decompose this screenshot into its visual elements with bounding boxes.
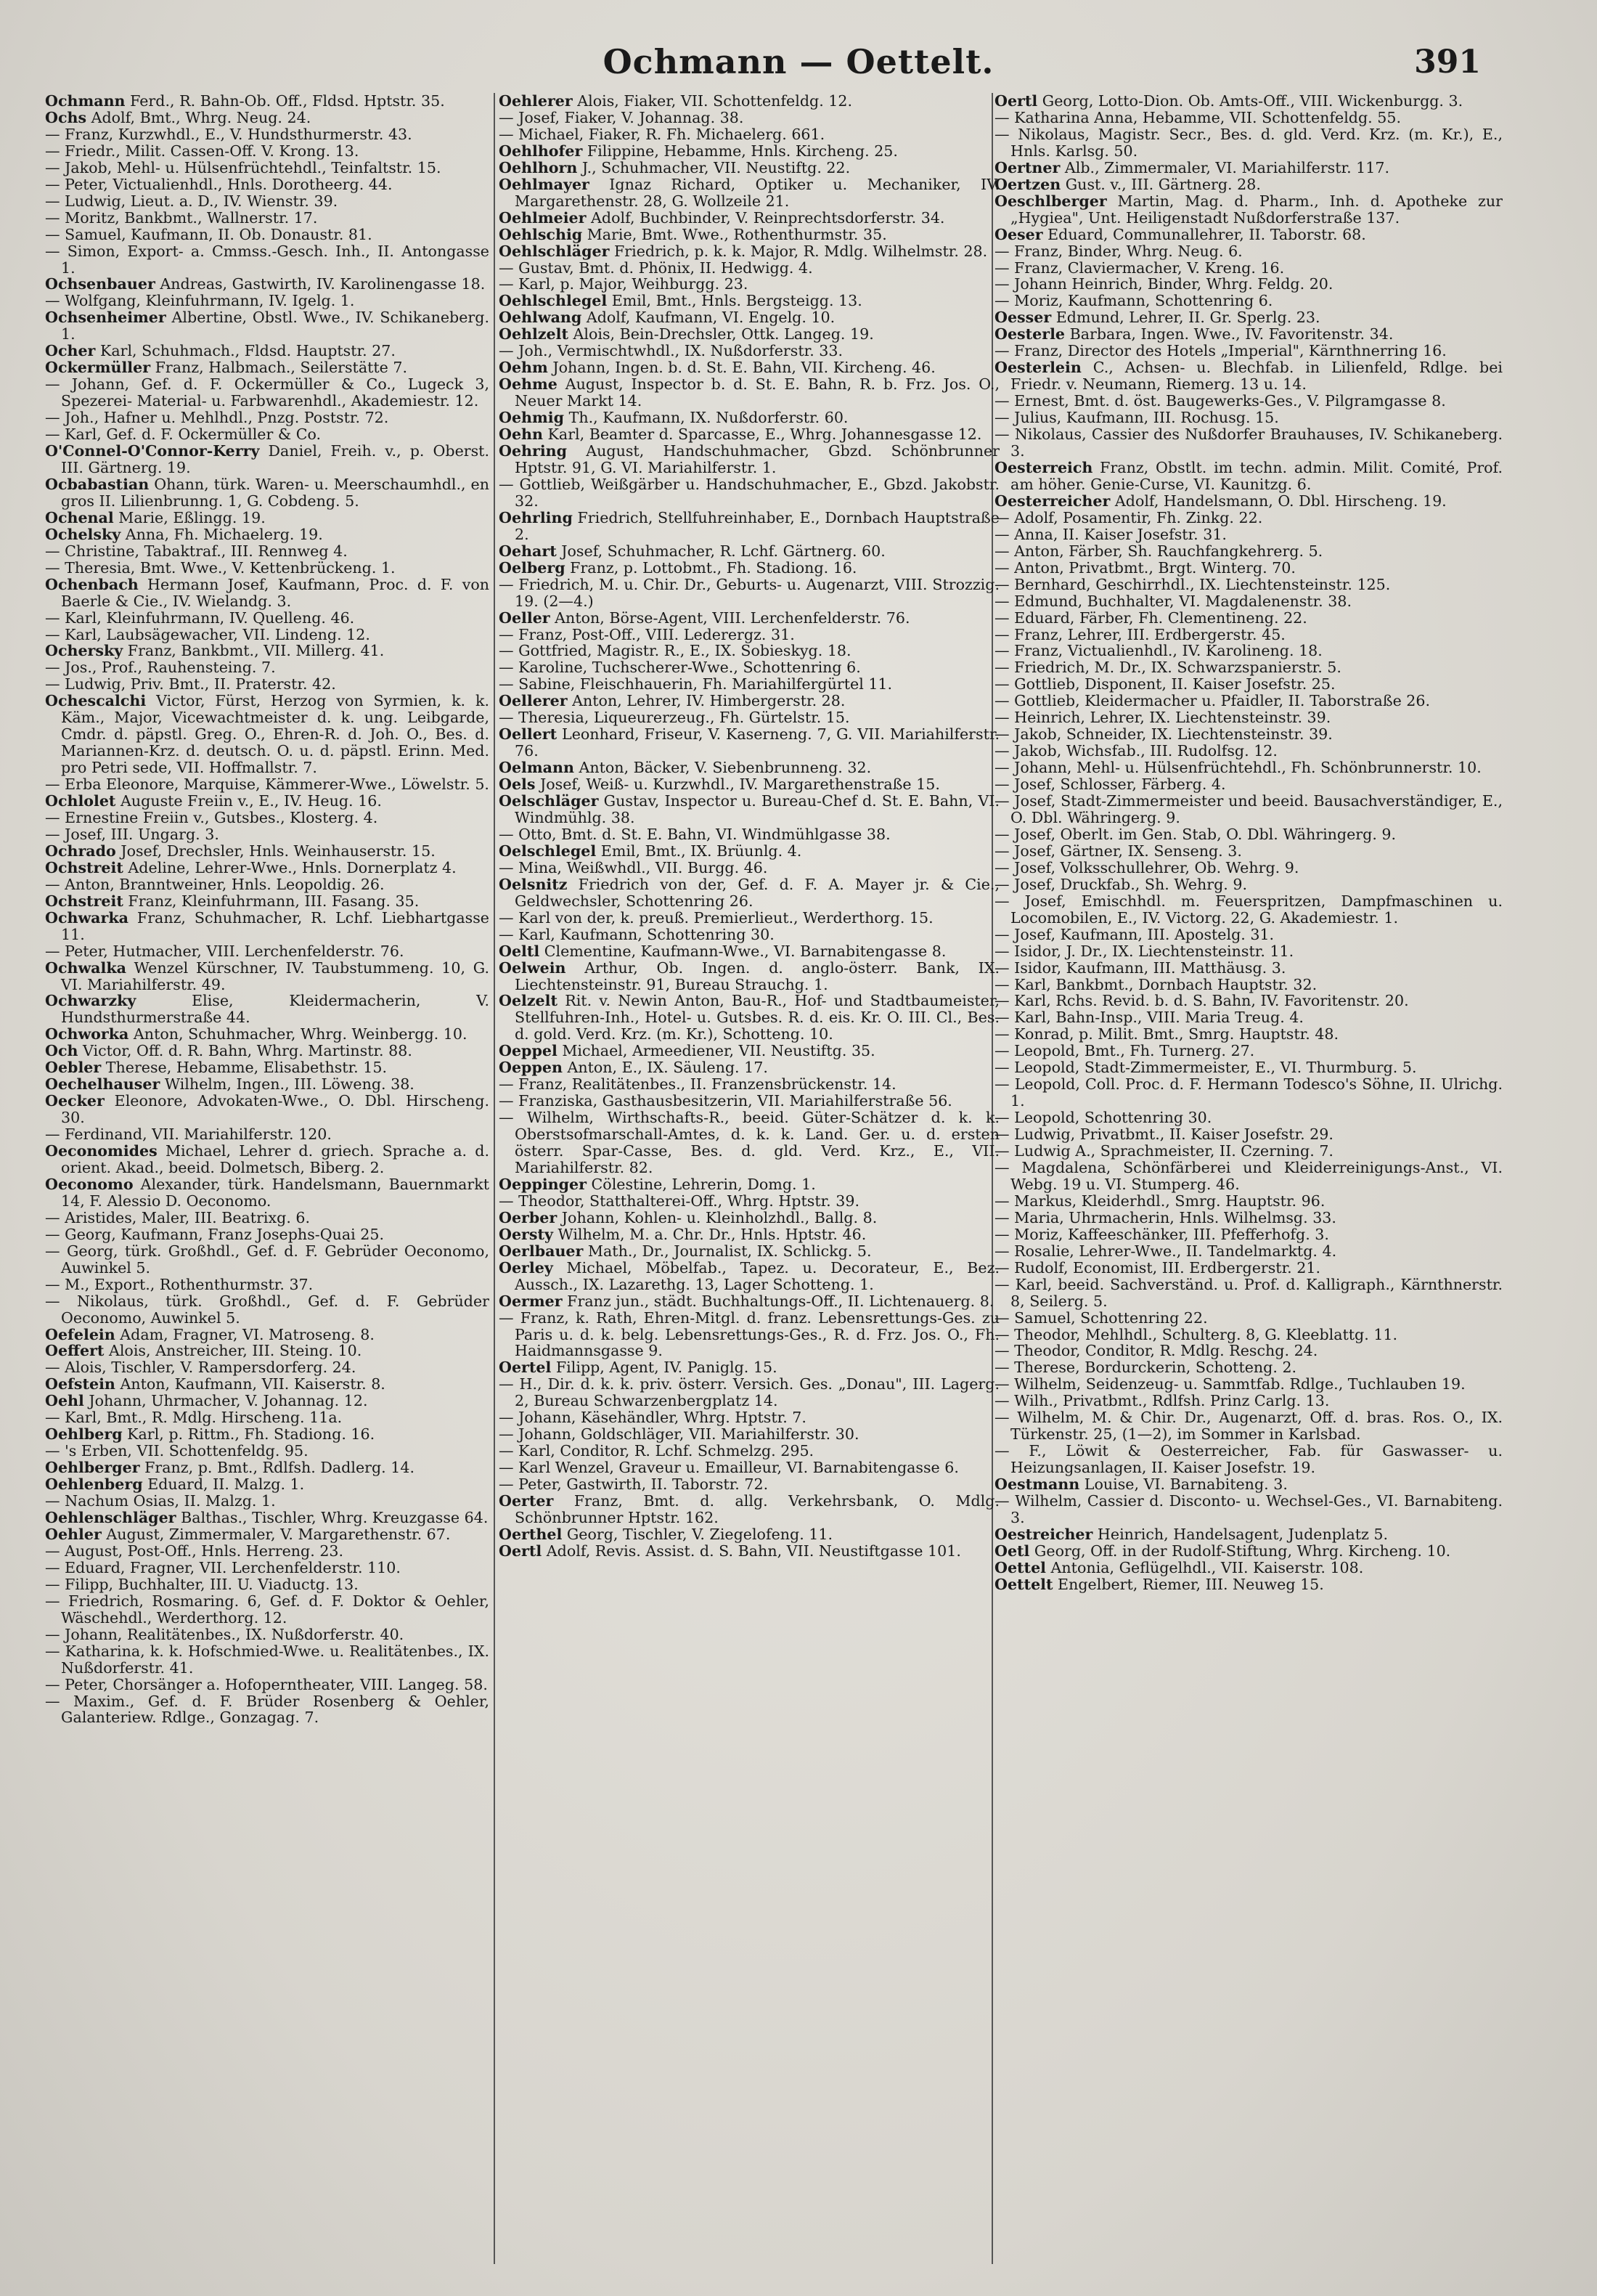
directory-entry: Oermer Franz jun., städt. Buchhaltungs-Off., II. Lichtenauerg. 8. [499,1292,994,1310]
directory-entry: — Karl, Bahn-Insp., VIII. Maria Treug. 4. [994,1009,1304,1027]
directory-entry: Oehlenschläger Balthas., Tischler, Whrg. Kreuzgasse 64. [45,1509,489,1527]
directory-entry: Oellert Leonhard, Friseur, V. Kaserneng. 7, G. VII. Mariahilferstr. 76. [499,725,1000,760]
directory-entry: Ochenbach Hermann Josef, Kaufmann, Proc. d. F. von Baerle & Cie., IV. Wielandg. 3. [45,575,489,610]
column-3 [994,93,1503,2264]
directory-entry: Ochelsky Anna, Fh. Michaelerg. 19. [45,525,323,543]
directory-entry: Oefstein Anton, Kaufmann, VII. Kaiserstr. 8. [45,1375,385,1393]
directory-entry: Oehl Johann, Uhrmacher, V. Johannag. 12. [45,1392,368,1410]
directory-entry: Oerthel Georg, Tischler, V. Ziegelofeng. 11. [499,1525,833,1543]
directory-entry: — Mina, Weißwhdl., VII. Burgg. 46. [499,858,768,876]
directory-entry: — Peter, Victualienhdl., Hnls. Dorotheerg. 44. [45,175,393,193]
directory-entry: — Karl, Bmt., R. Mdlg. Hirscheng. 11a. [45,1409,343,1427]
directory-entry: — Bernhard, Geschirrhdl., IX. Liechtensteinstr. 125. [994,575,1391,593]
directory-entry: Ochersky Franz, Bankbmt., VII. Millerg. 41. [45,642,385,660]
directory-entry: — Karl von der, k. preuß. Premierlieut., Werderthorg. 15. [499,908,934,927]
directory-entry: Oelzelt Rit. v. Newin Anton, Bau-R., Hof- und Stadtbaumeister, Stellfuhren-Inh., Hotel- u. Gutsbes. R. d. eis. Kr. O. III. Cl., Bes. d. gold. Verd. Krz. (m. Kr.), Schotteng. 10. [499,992,1000,1043]
directory-entry: — Ludwig, Priv. Bmt., II. Praterstr. 42. [45,675,336,693]
directory-entry: Oebler Therese, Hebamme, Elisabethstr. 15. [45,1059,388,1077]
directory-entry: Oelberg Franz, p. Lottobmt., Fh. Stadiong. 16. [499,558,857,577]
directory-entry: — Gottlieb, Kleidermacher u. Pfaidler, II. Taborstraße 26. [994,692,1431,710]
directory-entry: — Theresia, Liqueurerzeug., Fh. Gürtelstr. 15. [499,709,850,727]
directory-entry: — Josef, Druckfab., Sh. Wehrg. 9. [994,875,1248,893]
directory-entry: — Joh., Hafner u. Mehlhdl., Pnzg. Poststr. 72. [45,409,389,427]
directory-entry: Oehlschläger Friedrich, p. k. k. Major, R. Mdlg. Wilhelmstr. 28. [499,242,988,260]
directory-entry: — Friedrich, M. u. Chir. Dr., Geburts- u. Augenarzt, VIII. Strozzig. 19. (2—4.) [499,575,1000,610]
directory-entry: — Isidor, J. Dr., IX. Liechtensteinstr. 11. [994,942,1294,960]
directory-entry: — Erba Eleonore, Marquise, Kämmerer-Wwe., Löwelstr. 5. [45,775,489,794]
directory-entry: — Maxim., Gef. d. F. Brüder Rosenberg & Oehler, Galanteriew. Rdlge., Gonzagag. 7. [45,1692,489,1727]
directory-entry: — 's Erben, VII. Schottenfeldg. 95. [45,1442,309,1460]
directory-entry: Oehlwang Adolf, Kaufmann, VI. Engelg. 10. [499,309,836,327]
directory-entry: — Jakob, Schneider, IX. Liechtensteinstr. 39. [994,725,1333,744]
directory-entry: — Julius, Kaufmann, III. Rochusg. 15. [994,409,1279,427]
directory-entry: Oehart Josef, Schuhmacher, R. Lchf. Gärtnerg. 60. [499,542,886,560]
directory-entry: Oehn Karl, Beamter d. Sparcasse, E., Whrg. Johannesgasse 12. [499,426,982,444]
directory-entry: Oeller Anton, Börse-Agent, VIII. Lerchenfelderstr. 76. [499,608,910,627]
directory-entry: — Alois, Tischler, V. Rampersdorferg. 24. [45,1359,356,1377]
directory-entry: Oehlberger Franz, p. Bmt., Rdlfsh. Dadlerg. 14. [45,1459,414,1477]
directory-entry: — Ernest, Bmt. d. öst. Baugewerks-Ges., V. Pilgramgasse 8. [994,392,1446,410]
directory-entry: — H., Dir. d. k. k. priv. österr. Versich. Ges. „Donau", III. Lagerg. 2, Bureau Schwarzenbergplatz 14. [499,1375,1000,1410]
directory-entry: Oeffert Alois, Anstreicher, III. Steing. 10. [45,1342,362,1360]
directory-entry: — Johann, Realitätenbes., IX. Nußdorferstr. 40. [45,1625,404,1643]
directory-entry: O'Connel-O'Connor-Kerry Daniel, Freih. v., p. Oberst. III. Gärtnerg. 19. [45,442,489,476]
directory-entry: Oelsnitz Friedrich von der, Gef. d. F. A. Mayer jr. & Cie., Geldwechsler, Schottenring 26. [499,875,1000,910]
directory-entry: — Samuel, Schottenring 22. [994,1308,1208,1327]
directory-entry: — Theresia, Bmt. Wwe., V. Kettenbrückeng. 1. [45,558,396,577]
directory-entry: — Gottlieb, Weißgärber u. Handschuhmacher, E., Gbzd. Jakobstr. 32. [499,475,1000,510]
directory-entry: Oehlschlegel Emil, Bmt., Hnls. Bergsteigg. 13. [499,292,862,310]
directory-entry: — Otto, Bmt. d. St. E. Bahn, VI. Windmühlgasse 38. [499,825,891,843]
directory-entry: Oertel Filipp, Agent, IV. Paniglg. 15. [499,1359,777,1377]
directory-entry: Och Victor, Off. d. R. Bahn, Whrg. Martinstr. 88. [45,1042,412,1060]
directory-entry: Ochstreit Adeline, Lehrer-Wwe., Hnls. Dornerplatz 4. [45,858,457,876]
directory-entry: — Johann, Käsehändler, Whrg. Hptstr. 7. [499,1409,806,1427]
directory-entry: — Karl, Laubsägewacher, VII. Lindeng. 12. [45,625,370,643]
directory-entry: — Isidor, Kaufmann, III. Matthäusg. 3. [994,958,1286,977]
directory-entry: Ocbabastian Ohann, türk. Waren- u. Meerschaumhdl., en gros II. Lilienbrunng. 1, G. Cobdeng. 5. [45,475,489,510]
directory-entry: — Simon, Export- a. Cmmss.-Gesch. Inh., II. Antongasse 1. [45,242,489,277]
directory-entry: Oelwein Arthur, Ob. Ingen. d. anglo-österr. Bank, IX. Liechtensteinstr. 91, Bureau Strauchg. 1. [499,958,1000,993]
directory-entry: — Josef, Fiaker, V. Johannag. 38. [499,108,744,126]
directory-entry: Oeppinger Cölestine, Lehrerin, Domg. 1. [499,1175,816,1193]
directory-entry: Oechelhauser Wilhelm, Ingen., III. Löweng. 38. [45,1075,414,1094]
directory-entry: — Franz, Kurzwhdl., E., V. Hundsthurmerstr. 43. [45,125,412,143]
directory-entry: Oeconomides Michael, Lehrer d. griech. Sprache a. d. orient. Akad., beeid. Dolmetsch, Biberg. 2. [45,1142,489,1176]
directory-entry: Oehler August, Zimmermaler, V. Margarethenstr. 67. [45,1525,451,1543]
directory-entry: Oeppen Anton, E., IX. Säuleng. 17. [499,1059,768,1077]
directory-entry: Oeschlberger Martin, Mag. d. Pharm., Inh. d. Apotheke zur „Hygiea", Unt. Heiligenstadt Nußdorferstraße 137. [994,192,1503,227]
directory-entry: Ocher Karl, Schuhmach., Fldsd. Hauptstr. 27. [45,342,396,360]
directory-entry: Oehmig Th., Kaufmann, IX. Nußdorferstr. 60. [499,409,849,427]
directory-entry: — Jos., Prof., Rauhensteing. 7. [45,659,276,677]
directory-entry: — Leopold, Stadt-Zimmermeister, E., VI. Thurmburg. 5. [994,1059,1417,1077]
directory-entry: — Ludwig, Privatbmt., II. Kaiser Josefstr. 29. [994,1125,1333,1144]
directory-entry: — Friedr., Milit. Cassen-Off. V. Krong. 13. [45,142,359,160]
column-2 [499,93,1000,2264]
directory-entry: Oehm Johann, Ingen. b. d. St. E. Bahn, VII. Kircheng. 46. [499,359,936,377]
directory-entry: — Michael, Fiaker, R. Fh. Michaelerg. 661. [499,125,825,143]
directory-entry: — Karl, Conditor, R. Lchf. Schmelzg. 295. [499,1442,814,1460]
directory-entry: Oetl Georg, Off. in der Rudolf-Stiftung, Whrg. Kircheng. 10. [994,1542,1451,1560]
directory-entry: Oertner Alb., Zimmermaler, VI. Mariahilferstr. 117. [994,158,1390,176]
directory-entry: Oerber Johann, Kohlen- u. Kleinholzhdl., Ballg. 8. [499,1208,878,1226]
directory-entry: — Georg, türk. Großhdl., Gef. d. F. Gebrüder Oeconomo, Auwinkel 5. [45,1242,489,1277]
directory-entry: — Wilhelm, Seidenzeug- u. Sammtfab. Rdlge., Tuchlauben 19. [994,1375,1466,1393]
directory-entry: — Theodor, Statthalterei-Off., Whrg. Hptstr. 39. [499,1192,860,1210]
directory-entry: — Peter, Chorsänger a. Hofoperntheater, VIII. Langeg. 58. [45,1675,488,1693]
directory-columns [45,93,1504,2264]
directory-entry: — Nikolaus, türk. Großhdl., Gef. d. F. Gebrüder Oeconomo, Auwinkel 5. [45,1292,489,1327]
directory-entry: — Josef, Gärtner, IX. Senseng. 3. [994,842,1242,860]
directory-entry: — Aristides, Maler, III. Beatrixg. 6. [45,1208,311,1226]
directory-entry: — Samuel, Kaufmann, II. Ob. Donaustr. 81. [45,225,372,243]
directory-entry: — Adolf, Posamentir, Fh. Zinkg. 22. [994,508,1263,526]
directory-entry: Oeser Eduard, Communallehrer, II. Taborstr. 68. [994,225,1366,243]
directory-entry: Ochsenbauer Andreas, Gastwirth, IV. Karolinengasse 18. [45,275,486,293]
directory-entry: — Karl, beeid. Sachverständ. u. Prof. d. Kalligraph., Kärnthnerstr. 8, Seilerg. 5. [994,1275,1503,1310]
directory-entry: — Therese, Bordurckerin, Schotteng. 2. [994,1359,1297,1377]
directory-entry: — Wilh., Privatbmt., Rdlfsh. Prinz Carlg. 13. [994,1392,1330,1410]
directory-entry: Oehlmeier Adolf, Buchbinder, V. Reinprechtsdorferstr. 34. [499,208,945,227]
directory-entry: Oertzen Gust. v., III. Gärtnerg. 28. [994,175,1261,193]
directory-entry: — Katharina Anna, Hebamme, VII. Schottenfeldg. 55. [994,108,1401,126]
directory-entry: — Franz, Lehrer, III. Erdbergerstr. 45. [994,625,1286,643]
directory-entry: — Karl, Bankbmt., Dornbach Hauptstr. 32. [994,975,1318,993]
directory-entry: — Sabine, Fleischhauerin, Fh. Mariahilfergürtel 11. [499,675,893,693]
directory-entry: — Anton, Privatbmt., Brgt. Winterg. 70. [994,558,1296,577]
directory-entry: — Gottlieb, Disponent, II. Kaiser Josefstr. 25. [994,675,1336,693]
directory-entry: Ochsenheimer Albertine, Obstl. Wwe., IV. Schikaneberg. 1. [45,309,489,343]
directory-entry: Oellerer Anton, Lehrer, IV. Himbergerstr. 28. [499,692,846,710]
directory-entry: Ochwarka Franz, Schuhmacher, R. Lchf. Liebhartgasse 11. [45,908,489,943]
directory-entry: — Josef, III. Ungarg. 3. [45,825,219,843]
directory-entry: — Karl, Kleinfuhrmann, IV. Quelleng. 46. [45,608,355,627]
directory-entry: — Jakob, Wichsfab., III. Rudolfsg. 12. [994,742,1278,760]
directory-entry: Oertl Georg, Lotto-Dion. Ob. Amts-Off., VIII. Wickenburgg. 3. [994,93,1463,110]
directory-entry: Oeconomo Alexander, türk. Handelsmann, Bauernmarkt 14, F. Alessio D. Oeconomo. [45,1175,489,1210]
directory-entry: Oestmann Louise, VI. Barnabiteng. 3. [994,1475,1288,1494]
directory-entry: Oertl Adolf, Revis. Assist. d. S. Bahn, VII. Neustiftgasse 101. [499,1542,961,1560]
directory-entry: — Ferdinand, VII. Mariahilferstr. 120. [45,1125,332,1144]
directory-entry: Oesterle Barbara, Ingen. Wwe., IV. Favoritenstr. 34. [994,325,1394,343]
directory-entry: — Franz, Director des Hotels „Imperial", Kärnthnerring 16. [994,342,1447,360]
directory-entry: — Ernestine Freiin v., Gutsbes., Klosterg. 4. [45,808,378,826]
directory-entry: Oehme August, Inspector b. d. St. E. Bahn, R. b. Frz. Jos. O., Neuer Markt 14. [499,375,1000,410]
directory-entry: — Joh., Vermischtwhdl., IX. Nußdorferstr. 33. [499,342,844,360]
directory-entry: Oehlzelt Alois, Bein-Drechsler, Ottk. Langeg. 19. [499,325,874,343]
running-head: Ochmann — Oettelt. [603,42,994,81]
directory-entry: — Franz, Post-Off., VIII. Lederergz. 31. [499,625,795,643]
directory-entry: Oeppel Michael, Armeediener, VII. Neustiftg. 35. [499,1042,875,1060]
page-header [0,42,1597,86]
directory-entry: Oehlmayer Ignaz Richard, Optiker u. Mechaniker, IV. Margarethenstr. 28, G. Wollzeile 21. [499,175,1000,210]
directory-entry: — Karl, p. Major, Weihburgg. 23. [499,275,748,293]
directory-entry: — Wolfgang, Kleinfuhrmann, IV. Igelg. 1. [45,292,355,310]
directory-entry: — Anton, Branntweiner, Hnls. Leopoldig. 26. [45,875,385,893]
directory-entry: — Johann, Goldschläger, VII. Mariahilferstr. 30. [499,1425,859,1444]
directory-entry: Oesterreicher Adolf, Handelsmann, O. Dbl. Hirscheng. 19. [994,492,1447,510]
directory-entry: — Rudolf, Economist, III. Erdbergerstr. 21. [994,1258,1320,1277]
directory-entry: — Theodor, Conditor, R. Mdlg. Reschg. 24. [994,1342,1318,1360]
directory-entry: — Friedrich, M. Dr., IX. Schwarzspanierstr. 5. [994,659,1341,677]
directory-entry: — Karl Wenzel, Graveur u. Emailleur, VI. Barnabitengasse 6. [499,1459,959,1477]
directory-entry: — Leopold, Schottenring 30. [994,1109,1212,1127]
directory-entry: — Moritz, Bankbmt., Wallnerstr. 17. [45,208,318,227]
directory-entry: Oestreicher Heinrich, Handelsagent, Judenplatz 5. [994,1525,1389,1543]
directory-entry: Oesterlein C., Achsen- u. Blechfab. in Lilienfeld, Rdlge. bei Friedr. v. Neumann, Riemerg. 13 u. 14. [994,359,1503,394]
directory-entry: — Christine, Tabaktraf., III. Rennweg 4. [45,542,348,560]
directory-entry: Oecker Eleonore, Advokaten-Wwe., O. Dbl. Hirscheng. 30. [45,1092,489,1127]
directory-entry: Ochwalka Wenzel Kürschner, IV. Taubstummeng. 10, G. VI. Mariahilferstr. 49. [45,958,489,993]
directory-entry: — Karl, Rchs. Revid. b. d. S. Bahn, IV. Favoritenstr. 20. [994,992,1409,1010]
directory-entry: Oerley Michael, Möbelfab., Tapez. u. Decorateur, E., Bez. Aussch., IX. Lazarethg. 13, Lager Schotteng. 1. [499,1258,1000,1293]
directory-entry: — Josef, Oberlt. im Gen. Stab, O. Dbl. Währingerg. 9. [994,825,1397,843]
directory-entry: — Peter, Gastwirth, II. Taborstr. 72. [499,1475,769,1494]
directory-entry: Oesser Edmund, Lehrer, II. Gr. Sperlg. 23. [994,309,1320,327]
directory-entry: — Magdalena, Schönfärberei und Kleiderreinigungs-Anst., VI. Webg. 19 u. VI. Stumperg. 46. [994,1159,1503,1193]
directory-entry: — Eduard, Färber, Fh. Clementineng. 22. [994,608,1307,627]
directory-entry: — Georg, Kaufmann, Franz Josephs-Quai 25. [45,1225,385,1243]
directory-entry: — Ludwig A., Sprachmeister, II. Czerning. 7. [994,1142,1333,1160]
directory-entry: — Nikolaus, Cassier des Nußdorfer Brauhauses, IV. Schikaneberg. 3. [994,426,1503,460]
directory-entry: Ochlolet Auguste Freiin v., E., IV. Heug. 16. [45,792,382,810]
directory-entry: — Josef, Kaufmann, III. Apostelg. 31. [994,925,1275,943]
directory-entry: Oerter Franz, Bmt. d. allg. Verkehrsbank, O. Mdlg. Schönbrunner Hptstr. 162. [499,1492,1000,1527]
directory-entry: Oelschläger Gustav, Inspector u. Bureau-Chef d. St. E. Bahn, VI. Windmühlg. 38. [499,792,1000,826]
directory-entry: — M., Export., Rothenthurmstr. 37. [45,1275,314,1293]
directory-entry: — Peter, Hutmacher, VIII. Lerchenfelderstr. 76. [45,942,404,960]
directory-entry: — Heinrich, Lehrer, IX. Liechtensteinstr. 39. [994,709,1331,727]
directory-entry: Oehlberg Karl, p. Rittm., Fh. Stadiong. 16. [45,1425,375,1444]
directory-entry: Oehrling Friedrich, Stellfuhreinhaber, E., Dornbach Hauptstraße 2. [499,508,1000,543]
column-1 [45,93,489,2264]
directory-entry: — Wilhelm, M. & Chir. Dr., Augenarzt, Off. d. bras. Ros. O., IX. Türkenstr. 25, (1—2), im Sommer in Karlsbad. [994,1409,1503,1444]
directory-entry: Oettelt Engelbert, Riemer, III. Neuweg 15. [994,1575,1324,1593]
directory-entry: — Edmund, Buchhalter, VI. Magdalenenstr. 38. [994,592,1352,610]
directory-entry: — Wilhelm, Cassier d. Disconto- u. Wechsel-Ges., VI. Barnabiteng. 3. [994,1492,1503,1527]
directory-entry: — Rosalie, Lehrer-Wwe., II. Tandelmarktg. 4. [994,1242,1337,1260]
directory-entry: — Anton, Färber, Sh. Rauchfangkehrerg. 5. [994,542,1323,560]
directory-entry: Oehlenberg Eduard, II. Malzg. 1. [45,1475,305,1494]
directory-entry: — Josef, Volksschullehrer, Ob. Wehrg. 9. [994,858,1299,876]
directory-entry: — Franz, Victualienhdl., IV. Karolineng. 18. [994,642,1323,660]
directory-entry: — F., Löwit & Oesterreicher, Fab. für Gaswasser- u. Heizungsanlagen, II. Kaiser Josefstr. 19. [994,1442,1503,1477]
directory-entry: Oettel Antonia, Geflügelhdl., VII. Kaiserstr. 108. [994,1558,1364,1576]
directory-entry: Ochworka Anton, Schuhmacher, Whrg. Weinbergg. 10. [45,1025,467,1043]
directory-entry: Ochrado Josef, Drechsler, Hnls. Weinhauserstr. 15. [45,842,436,860]
directory-entry: Oehlerer Alois, Fiaker, VII. Schottenfeldg. 12. [499,93,853,110]
directory-entry: Oelmann Anton, Bäcker, V. Siebenbrunneng. 32. [499,759,872,777]
directory-entry: — Maria, Uhrmacherin, Hnls. Wilhelmsg. 33. [994,1208,1336,1226]
directory-entry: Ochs Adolf, Bmt., Whrg. Neug. 24. [45,108,311,126]
directory-entry: — Moriz, Kaffeeschänker, III. Pfefferhofg. 3. [994,1225,1329,1243]
directory-entry: — Moriz, Kaufmann, Schottenring 6. [994,292,1273,310]
directory-entry: — Gottfried, Magistr. R., E., IX. Sobieskyg. 18. [499,642,851,660]
directory-entry: Ockermüller Franz, Halbmach., Seilerstätte 7. [45,359,408,377]
directory-entry: Oehlschig Marie, Bmt. Wwe., Rothenthurmstr. 35. [499,225,887,243]
directory-entry: — Nikolaus, Magistr. Secr., Bes. d. gld. Verd. Krz. (m. Kr.), E., Hnls. Karlsg. 50. [994,125,1503,160]
directory-entry: Ochstreit Franz, Kleinfuhrmann, III. Fasang. 35. [45,892,420,910]
directory-entry: — Filipp, Buchhalter, III. U. Viaductg. 13. [45,1575,359,1593]
directory-entry: — Ludwig, Lieut. a. D., IV. Wienstr. 39. [45,192,338,210]
directory-entry: — Franz, k. Rath, Ehren-Mitgl. d. franz. Lebensrettungs-Ges. zu Paris u. d. k. belg. Lebensrettungs-Ges., R. d. Frz. Jos. O., Fh. Haidmannsgasse 9. [499,1308,1000,1360]
directory-entry: — Gustav, Bmt. d. Phönix, II. Hedwigg. 4. [499,258,813,277]
directory-entry: — Friedrich, Rosmaring. 6, Gef. d. F. Doktor & Oehler, Wäschehdl., Werderthorg. 12. [45,1592,489,1627]
directory-entry: — Johann Heinrich, Binder, Whrg. Feldg. 20. [994,275,1333,293]
directory-entry: — Wilhelm, Wirthschafts-R., beeid. Güter-Schätzer d. k. k. Oberstsofmarschall-Amtes, d. k. k. Land. Ger. u. d. ersten österr. Spar-Casse, Bes. d. gld. Verd. Krz., E., VII. Mariahilferstr. 82. [499,1109,1000,1176]
directory-entry: Oelschlegel Emil, Bmt., IX. Brüunlg. 4. [499,842,802,860]
directory-entry: — Leopold, Coll. Proc. d. F. Hermann Todesco's Söhne, II. Ulrichg. 1. [994,1075,1503,1110]
directory-entry: — Josef, Emischhdl. m. Feuerspritzen, Dampfmaschinen u. Locomobilen, E., IV. Victorg. 22, G. Akademiestr. 1. [994,892,1503,927]
directory-entry: — Anna, II. Kaiser Josefstr. 31. [994,525,1227,543]
directory-entry: Oels Josef, Weiß- u. Kurzwhdl., IV. Margarethenstraße 15. [499,775,940,794]
directory-entry: Oehlhorn J., Schuhmacher, VII. Neustiftg. 22. [499,158,851,176]
directory-entry: Oefelein Adam, Fragner, VI. Matroseng. 8. [45,1325,375,1343]
directory-entry: Oerlbauer Math., Dr., Journalist, IX. Schlickg. 5. [499,1242,872,1260]
directory-entry: — Josef, Stadt-Zimmermeister und beeid. Bausachverständiger, E., O. Dbl. Währingerg. 9. [994,792,1503,826]
directory-entry: Oersty Wilhelm, M. a. Chr. Dr., Hnls. Hptstr. 46. [499,1225,867,1243]
directory-entry: — Johann, Gef. d. F. Ockermüller & Co., Lugeck 3, Spezerei- Material- u. Farbwarenhdl., Akademiestr. 12. [45,375,489,410]
directory-entry: — Jakob, Mehl- u. Hülsenfrüchtehdl., Teinfaltstr. 15. [45,158,441,176]
directory-entry: Oehring August, Handschuhmacher, Gbzd. Schönbrunner Hptstr. 91, G. VI. Mariahilferstr. 1. [499,442,1000,476]
directory-entry: Oeltl Clementine, Kaufmann-Wwe., VI. Barnabitengasse 8. [499,942,947,960]
directory-entry: — Markus, Kleiderhdl., Smrg. Hauptstr. 96. [994,1192,1326,1210]
directory-entry: Oesterreich Franz, Obstlt. im techn. admin. Milit. Comité, Prof. am höher. Genie-Curse, VI. Kaunitzg. 6. [994,458,1503,493]
directory-entry: — Theodor, Mehlhdl., Schulterg. 8, G. Kleeblattg. 11. [994,1325,1398,1343]
directory-entry: Ochenal Marie, Eßlingg. 19. [45,508,266,526]
directory-entry: — Franziska, Gasthausbesitzerin, VII. Mariahilferstraße 56. [499,1092,952,1110]
directory-entry: Ochescalchi Victor, Fürst, Herzog von Syrmien, k. k. Käm., Major, Vicewachtmeister d. k. ung. Leibgarde, Cmdr. d. päpstl. Greg. O., Ehren-R. d. Joh. O., Bes. d. Mariannen-Krz. d. deutsch. O. u. d. päpstl. Erinn. Med. pro Petri sede, VII. Hoffmallstr. 7. [45,692,489,777]
directory-entry: — Leopold, Bmt., Fh. Turnerg. 27. [994,1042,1255,1060]
directory-entry: Ochwarzky Elise, Kleidermacherin, V. Hundsthurmerstraße 44. [45,992,489,1027]
directory-entry: — Josef, Schlosser, Färberg. 4. [994,775,1226,794]
directory-entry: — Johann, Mehl- u. Hülsenfrüchtehdl., Fh. Schönbrunnerstr. 10. [994,759,1482,777]
directory-entry: Ochmann Ferd., R. Bahn-Ob. Off., Fldsd. Hptstr. 35. [45,93,445,110]
directory-entry: — Franz, Realitätenbes., II. Franzensbrückenstr. 14. [499,1075,896,1094]
directory-entry: — Eduard, Fragner, VII. Lerchenfelderstr. 110. [45,1558,401,1576]
directory-entry: — Konrad, p. Milit. Bmt., Smrg. Hauptstr. 48. [994,1025,1339,1043]
directory-entry: — Karl, Kaufmann, Schottenring 30. [499,925,775,943]
directory-entry: Oehlhofer Filippine, Hebamme, Hnls. Kircheng. 25. [499,142,898,160]
directory-entry: — Katharina, k. k. Hofschmied-Wwe. u. Realitätenbes., IX. Nußdorferstr. 41. [45,1642,489,1677]
directory-entry: — Franz, Binder, Whrg. Neug. 6. [994,242,1243,260]
directory-entry: — August, Post-Off., Hnls. Herreng. 23. [45,1542,344,1560]
page-number: 391 [1414,44,1481,81]
directory-entry: — Nachum Osias, II. Malzg. 1. [45,1492,276,1510]
directory-entry: — Karoline, Tuchscherer-Wwe., Schottenring 6. [499,659,861,677]
directory-entry: — Karl, Gef. d. F. Ockermüller & Co. [45,426,322,444]
directory-entry: — Franz, Claviermacher, V. Kreng. 16. [994,258,1285,277]
